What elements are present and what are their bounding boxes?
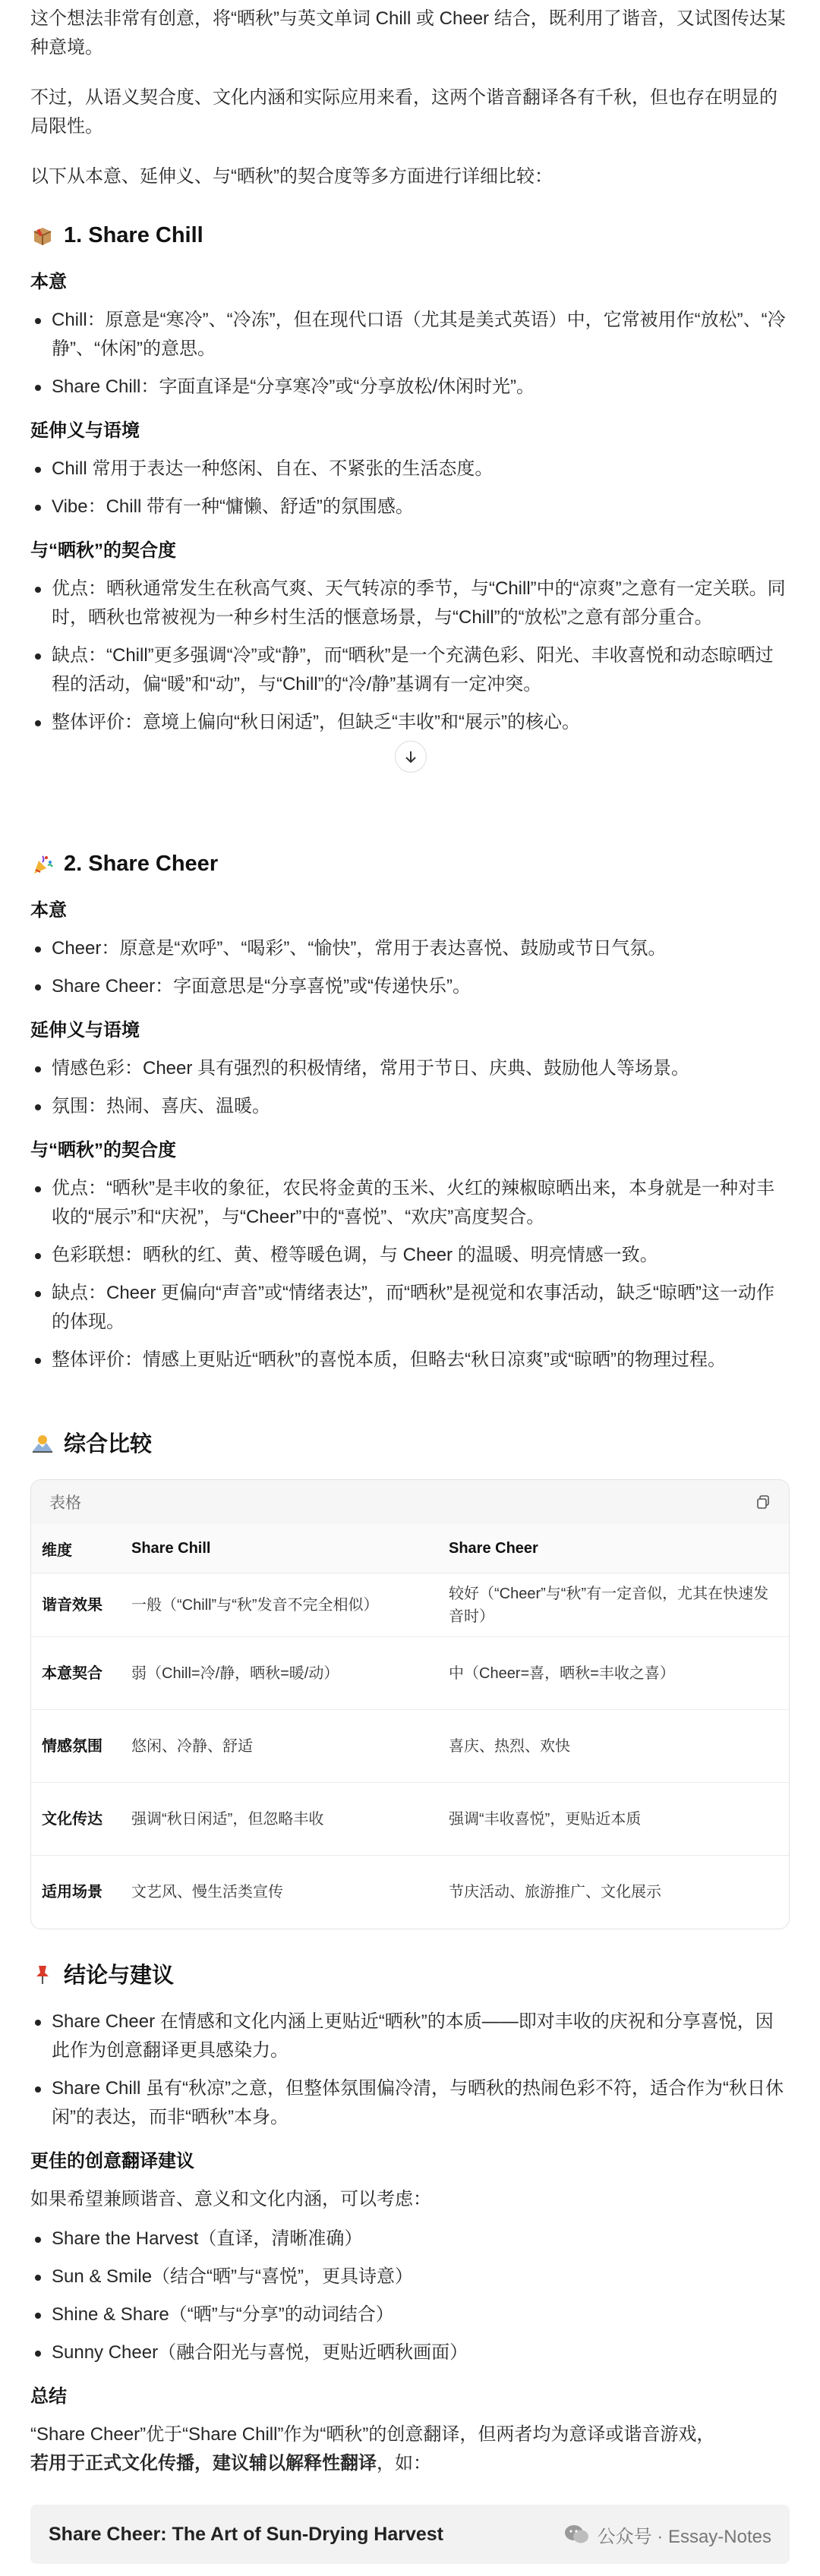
list-item: Share Cheer：字面意思是“分享喜悦”或“传递快乐”。 [30, 972, 790, 1001]
watermark [564, 2521, 771, 2548]
table-cell: 中（Cheer=喜，晒秋=丰收之喜） [438, 1637, 789, 1710]
table-cell: 强调“秋日闲适”，但忽略丰收 [121, 1783, 438, 1856]
subheading-meaning: 本意 [30, 900, 67, 921]
list-item: 色彩联想：晒秋的红、黄、橙等暖色调，与 Cheer 的温暖、明亮情感一致。 [30, 1241, 790, 1270]
list-item: 优点：晒秋通常发生在秋高气爽、天气转凉的季节，与“Chill”中的“凉爽”之意有一定关联。同时，晒秋也常被视为一种乡村生活的惬意场景，与“Chill”的“放松”之意有部分重合。 [30, 575, 790, 632]
watermark-text: 公众号 · Essay-Notes [597, 2526, 771, 2547]
section-title-text: 2. Share Cheer [64, 852, 219, 876]
section-share-chill [30, 223, 790, 737]
section-comparison [30, 1427, 790, 1929]
list-item: Share the Harvest（直译，清晰准确） [30, 2225, 790, 2253]
list-item: Shine & Share（“晒”与“分享”的动词结合） [30, 2300, 790, 2329]
subheading-fit: 与“晒秋”的契合度 [30, 540, 176, 561]
table-row [31, 1710, 789, 1783]
list-item: Vibe：Chill 带有一种“慵懒、舒适”的氛围感。 [30, 493, 790, 521]
section-title-text: 结论与建议 [64, 1963, 175, 1988]
section-title [30, 223, 790, 248]
table-row [31, 1783, 789, 1856]
list-item: Sun & Smile（结合“晒”与“喜悦”，更具诗意） [30, 2263, 790, 2291]
list-item: Chill 常用于表达一种悠闲、自在、不紧张的生活态度。 [30, 455, 790, 483]
summary-line: “Share Cheer”优于“Share Chill”作为“晒秋”的创意翻译，但两者均为意译或谐音游戏， [30, 2424, 715, 2445]
list-item: Share Chill 虽有“秋凉”之意，但整体氛围偏冷清，与晒秋的热闹色彩不符，适合作为“秋日休闲”的表达，而非“晒秋”本身。 [30, 2074, 790, 2132]
footer-title: Share Cheer: The Art of Sun-Drying Harvest [49, 2523, 444, 2545]
column-header: 维度 [31, 1524, 121, 1573]
list-item: Chill：原意是“寒冷”、“冷冻”，但在现代口语（尤其是美式英语）中，它常被用作“放松”、“冷静”、“休闲”的意思。 [30, 306, 790, 364]
list-item: 氛围：热闹、喜庆、温暖。 [30, 1092, 790, 1121]
subheading-extension: 延伸义与语境 [30, 1020, 140, 1041]
list-item: 整体评价：意境上偏向“秋日闲适”，但缺乏“丰收”和“展示”的核心。 [30, 708, 790, 737]
subheading-better-translation: 更佳的创意翻译建议 [30, 2151, 194, 2171]
table-cell: 弱（Chill=冷/静，晒秋=暖/动） [121, 1637, 438, 1710]
pushpin-icon [30, 1962, 55, 1986]
subheading-summary: 总结 [30, 2386, 67, 2407]
section-title [30, 1958, 790, 1989]
table-cell: 一般（“Chill”与“秋”发音不完全相似） [121, 1573, 438, 1637]
comparison-table [31, 1524, 789, 1929]
table-row [31, 1637, 789, 1710]
section-title-text: 综合比较 [64, 1432, 153, 1456]
section-title-text: 1. Share Chill [64, 223, 203, 247]
list-fit [30, 1174, 790, 1375]
section-title [30, 1427, 790, 1458]
table-cell: 较好（“Cheer”与“秋”有一定音似，尤其在快速发音时） [438, 1573, 789, 1637]
list-item: Share Cheer 在情感和文化内涵上更贴近“晒秋”的本质——即对丰收的庆祝和分享喜悦，因此作为创意翻译更具感染力。 [30, 2008, 790, 2065]
box-icon [30, 224, 55, 248]
copy-icon[interactable] [755, 1494, 771, 1510]
list-meaning [30, 306, 790, 402]
list-extension [30, 455, 790, 521]
party-popper-icon [30, 852, 55, 877]
table-label: 表格 [49, 1494, 81, 1512]
section-share-cheer [30, 852, 790, 1375]
list-item: 情感色彩：Cheer 具有强烈的积极情绪，常用于节日、庆典、鼓励他人等场景。 [30, 1054, 790, 1083]
list-extension [30, 1054, 790, 1121]
table-cell: 文化传达 [31, 1783, 121, 1856]
intro [30, 5, 790, 191]
summary-tail: ，如： [377, 2453, 431, 2474]
table-row [31, 1856, 789, 1929]
table-cell: 谐音效果 [31, 1573, 121, 1637]
table-header-bar [31, 1480, 789, 1524]
list-better [30, 2225, 790, 2367]
section-conclusion [30, 1958, 790, 2478]
intro-paragraph-2: 不过，从语义契合度、文化内涵和实际应用来看，这两个谐音翻译各有千秋，但也存在明显的局限性。 [30, 87, 777, 137]
list-meaning [30, 934, 790, 1001]
scroll-down-button[interactable] [395, 741, 427, 773]
table-cell: 喜庆、热烈、欢快 [438, 1710, 789, 1783]
list-item: Cheer：原意是“欢呼”、“喝彩”、“愉快”，常用于表达喜悦、鼓励或节日气氛。 [30, 934, 790, 963]
list-item: 整体评价：情感上更贴近“晒秋”的喜悦本质，但略去“秋日凉爽”或“晾晒”的物理过程。 [30, 1346, 790, 1375]
comparison-table-card [30, 1479, 790, 1929]
table-header-row [31, 1524, 789, 1573]
intro-paragraph-3: 以下从本意、延伸义、与“晒秋”的契合度等多方面进行详细比较： [30, 166, 553, 187]
arrow-down-icon [404, 750, 418, 764]
table-cell: 节庆活动、旅游推广、文化展示 [449, 1883, 661, 1901]
table-cell: 悠闲、冷静、舒适 [121, 1710, 438, 1783]
list-conclusion [30, 2008, 790, 2132]
summary-paragraph [30, 2420, 790, 2478]
section-title [30, 852, 790, 877]
table-cell: 本意契合 [31, 1637, 121, 1710]
subheading-fit: 与“晒秋”的契合度 [30, 1140, 176, 1160]
list-item: Sunny Cheer（融合阳光与喜悦，更贴近晒秋画面） [30, 2338, 790, 2367]
subheading-extension: 延伸义与语境 [30, 420, 140, 441]
list-item: 缺点：“Chill”更多强调“冷”或“静”，而“晒秋”是一个充满色彩、阳光、丰收喜悦和动态晾晒过程的活动，偏“暖”和“动”，与“Chill”的“冷/静”基调有一定冲突。 [30, 641, 790, 699]
column-header: Share Chill [121, 1524, 438, 1573]
footer-bar [30, 2505, 790, 2564]
summary-bold: 若用于正式文化传播，建议辅以解释性翻译 [30, 2453, 377, 2474]
table-cell: 情感氛围 [31, 1710, 121, 1783]
table-cell: 适用场景 [42, 1883, 102, 1901]
list-item: 优点：“晒秋”是丰收的象征，农民将金黄的玉米、火红的辣椒晾晒出来，本身就是一种对丰收的“展示”和“庆祝”，与“Cheer”中的“喜悦”、“欢庆”高度契合。 [30, 1174, 790, 1232]
subheading-meaning: 本意 [30, 272, 67, 292]
wechat-icon [564, 2524, 590, 2545]
table-cell: 文艺风、慢生活类宣传 [131, 1883, 283, 1901]
better-intro: 如果希望兼顾谐音、意义和文化内涵，可以考虑： [30, 2189, 431, 2209]
mountain-sun-icon [30, 1431, 55, 1455]
intro-paragraph-1: 这个想法非常有创意，将“晒秋”与英文单词 Chill 或 Cheer 结合，既利用了谐音，又试图传达某种意境。 [30, 8, 786, 58]
column-header: Share Cheer [438, 1524, 789, 1573]
list-item: Share Chill：字面直译是“分享寒冷”或“分享放松/休闲时光”。 [30, 373, 790, 402]
list-fit [30, 575, 790, 737]
table-cell: 强调“丰收喜悦”，更贴近本质 [438, 1783, 789, 1856]
list-item: 缺点：Cheer 更偏向“声音”或“情绪表达”，而“晒秋”是视觉和农事活动，缺乏“晾晒”这一动作的体现。 [30, 1279, 790, 1337]
table-row [31, 1573, 789, 1637]
